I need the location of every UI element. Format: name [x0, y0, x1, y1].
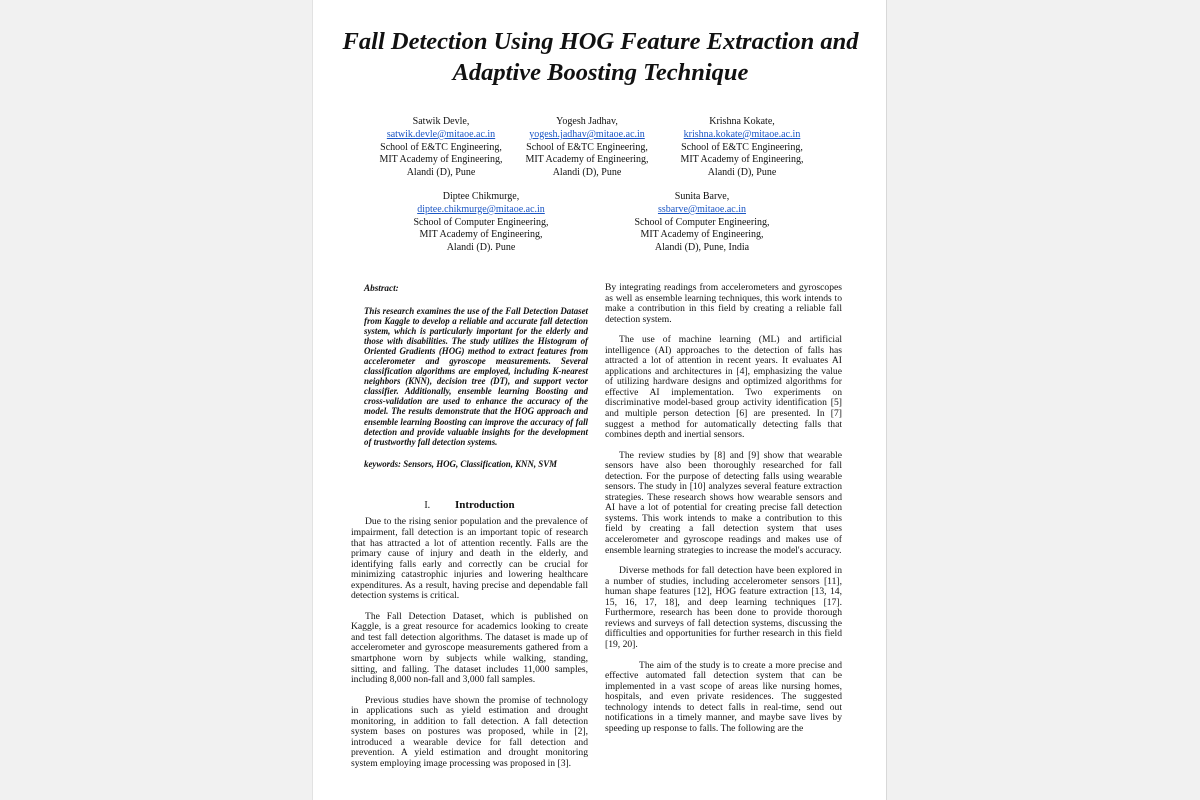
author-email-link[interactable]: diptee.chikmurge@mitaoe.ac.in [417, 203, 545, 215]
author-name: Sunita Barve, [674, 191, 730, 202]
section-heading-introduction [351, 499, 588, 512]
author-email-link[interactable]: ssbarve@mitaoe.ac.in [657, 203, 747, 215]
abstract-text: This research examines the use of the Fall Detection Dataset from Kaggle to develop a reliable and accurate fall detection system, which is particularly important for the elderly and those with disabilities. The study utilizes the Histogram of Oriented Gradients (HOG) method to extract features from accelerometer and gyroscope measurements. Several classification algorithms are employed, including K-nearest neighbors (KNN), decision tree (DT), and support vector classifier. Additionally, ensemble learning Boosting and cross-validation are used to enhance the accuracy of the model. The results demonstrate that the HOG approach and ensemble learning Boosting can improve the accuracy of fall detection and provide valuable insights for the development of trustworthy fall detection systems. [364, 305, 588, 447]
abstract-label: Abstract: [364, 283, 399, 293]
author-dept: School of E&TC Engineering, [526, 141, 648, 153]
author-block-5 [622, 191, 782, 255]
author-email-link[interactable]: krishna.kokate@mitaoe.ac.in [683, 128, 801, 140]
author-dept: School of E&TC Engineering, [681, 141, 803, 153]
author-name: Krishna Kokate, [709, 116, 775, 127]
author-loc: Alandi (D), Pune [552, 167, 622, 179]
author-name: Satwik Devle, [412, 116, 470, 127]
section-title: Introduction [454, 499, 515, 512]
paper-title [313, 26, 888, 88]
author-loc: Alandi (D), Pune [707, 167, 777, 179]
author-inst: MIT Academy of Engineering, [525, 154, 649, 166]
left-column [351, 283, 588, 779]
author-block-1 [361, 116, 521, 180]
right-paragraph-4: Diverse methods for fall detection have been explored in a number of studies, including accelerometer sensors [11], human shape features [12], HOG feature extraction [13, 14, 15, 16, 17, 18], and deep learning techniques [17]. Furthermore, research has been done to provide thorough reviews and surveys of fall detection systems, discussing the difficulties and opportunities for further research in this field [19, 20]. [605, 565, 842, 650]
intro-paragraph-2: The Fall Detection Dataset, which is published on Kaggle, is a great resource for academics looking to create and test fall detection algorithms. The dataset is made up of accelerometer and gyroscope measurements gathered from a smartphone worn by subjects while walking, standing, sitting, and falling. The dataset includes 11,000 samples, including 8,000 non-fall and 3,000 fall samples. [351, 610, 588, 686]
author-dept: School of E&TC Engineering, [380, 141, 502, 153]
keywords: keywords: Sensors, HOG, Classification, KNN, SVM [364, 458, 558, 469]
author-block-2 [507, 116, 667, 180]
author-inst: MIT Academy of Engineering, [379, 154, 503, 166]
author-dept: School of Computer Engineering, [413, 216, 549, 228]
right-paragraph-1: By integrating readings from accelerometers and gyroscopes as well as ensemble learning techniques, this work intends to make a contribution in this field by creating a reliable fall detection system. [605, 282, 842, 325]
author-block-4 [401, 191, 561, 255]
right-paragraph-3: The review studies by [8] and [9] show that wearable sensors have also been thoroughly researched for fall detection. For the purpose of detecting falls using wearable sensors. The study in [10] analyzes several feature extraction strategies. These research shows how wearable sensors and AI have a lot of potential for creating precise fall detection systems. This work intends to make a contribution to this field by creating a fall detection system that uses accelerometer and gyroscope readings and makes use of ensemble learning strategies to increase the model's accuracy. [605, 449, 842, 556]
author-name: Yogesh Jadhav, [556, 116, 618, 127]
author-loc: Alandi (D), Pune [406, 167, 476, 179]
author-block-3 [662, 116, 822, 180]
title-line-2: Adaptive Boosting Technique [452, 59, 749, 86]
intro-paragraph-1: Due to the rising senior population and the prevalence of impairment, fall detection is an important topic of research that has attracted a lot of attention recently. Falls are the primary cause of injury and death in the elderly, and identifying falls early and correctly can be crucial for minimizing catastrophic injuries and lowering healthcare expenditures. As a result, having precise and dependable fall detection systems is critical. [351, 516, 588, 602]
author-dept: School of Computer Engineering, [634, 216, 770, 228]
author-loc: Alandi (D), Pune, India [654, 242, 750, 254]
author-name: Diptee Chikmurge, [442, 191, 520, 202]
title-line-1: Fall Detection Using HOG Feature Extraction and [342, 28, 859, 55]
right-column [605, 283, 842, 744]
paper-page [312, 0, 887, 800]
author-inst: MIT Academy of Engineering, [419, 229, 543, 241]
section-number: I. [424, 500, 431, 512]
author-inst: MIT Academy of Engineering, [680, 154, 804, 166]
right-paragraph-5: The aim of the study is to create a more precise and effective automated fall detection system that can be implemented in a vast scope of areas like nursing homes, hospitals, and even private residences. The suggested technology intends to detect falls in real-time, send out notifications in a timely manner, and maybe save lives by speeding up response to falls. The following are the [605, 659, 842, 734]
right-paragraph-2: The use of machine learning (ML) and artificial intelligence (AI) approaches to the detection of falls has attracted a lot of attention in recent years. It evaluates AI applications and architectures in [4], emphasizing the value of utilizing hardware designs and optimized algorithms for effective AI implementation. Two experiments on discriminative model-based group activity identification [5] and multiple person detection [6] are presented. In [7] suggest a method for automatically detecting falls that combines depth and inertial sensors. [605, 334, 842, 441]
author-loc: Alandi (D). Pune [446, 242, 516, 254]
intro-paragraph-3: Previous studies have shown the promise of technology in applications such as yield estimation and drought monitoring, in addition to fall detection. A fall detection system bases on postures was proposed, while in [2], introduced a wearable device for fall detection and prevention. A yield estimation and drought monitoring system employing image processing was proposed in [3]. [351, 694, 588, 769]
author-inst: MIT Academy of Engineering, [640, 229, 764, 241]
author-email-link[interactable]: satwik.devle@mitaoe.ac.in [386, 128, 496, 140]
author-email-link[interactable]: yogesh.jadhav@mitaoe.ac.in [529, 128, 645, 140]
